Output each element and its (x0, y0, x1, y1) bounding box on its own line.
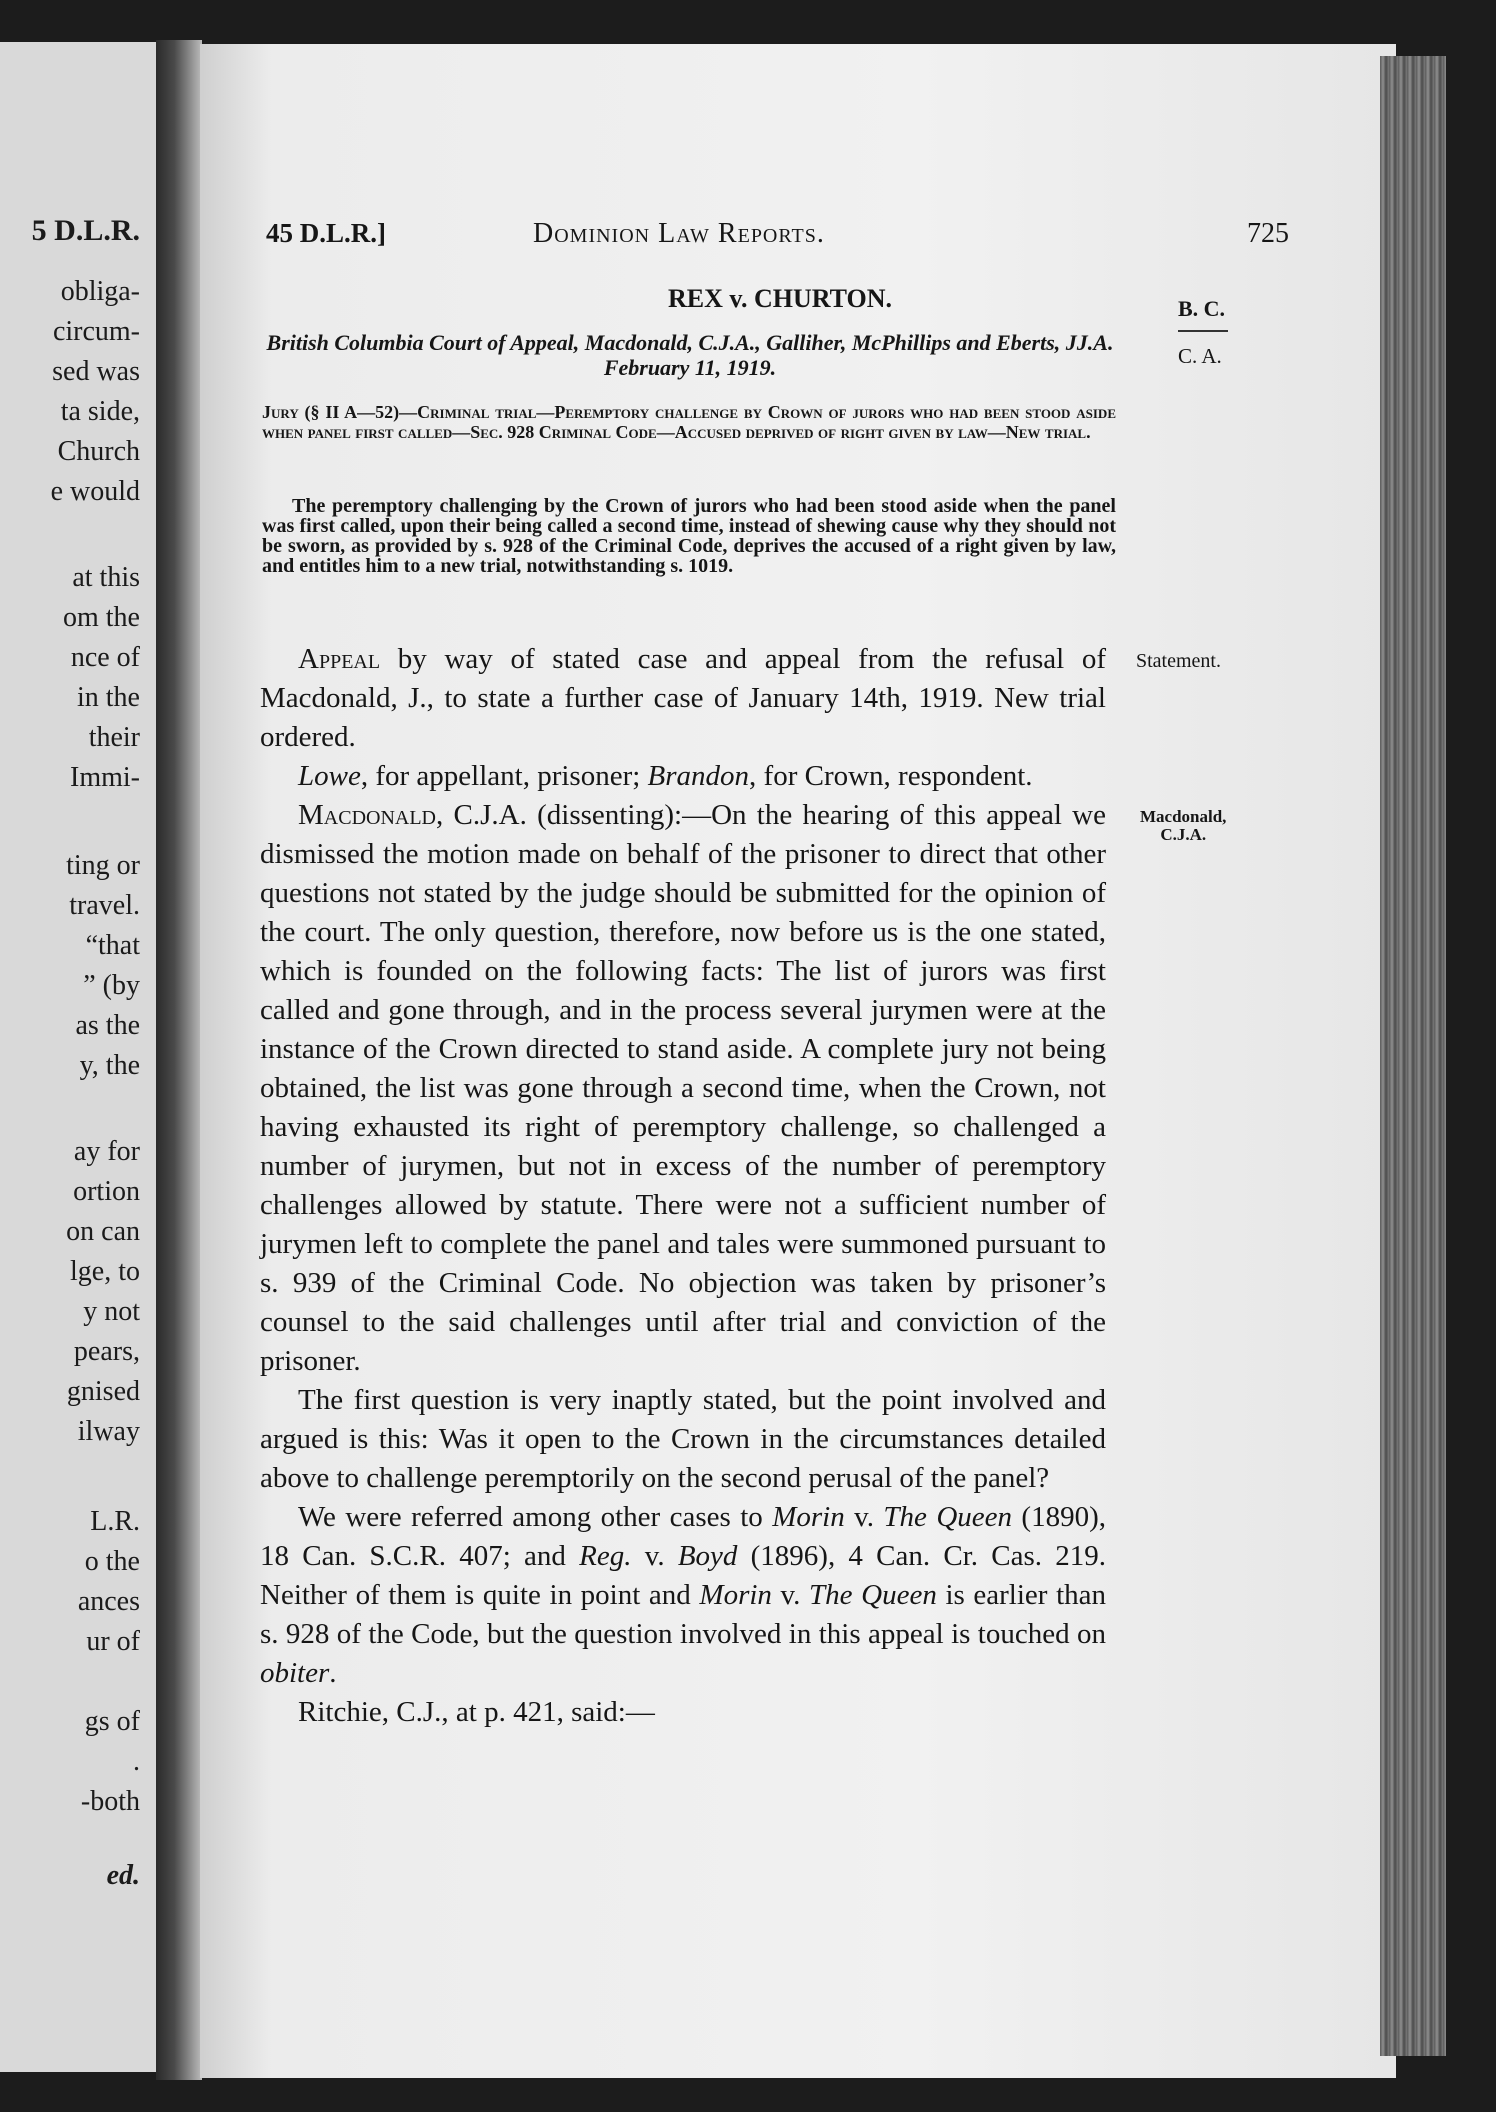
left-page-fragment: ay for (73, 1136, 140, 1167)
case-name: Morin (699, 1579, 772, 1611)
case-name: Reg. (579, 1540, 632, 1572)
left-page-fragment: in the (77, 682, 140, 713)
page-edges (1380, 56, 1446, 2056)
headnote-catchwords: Jury (§ II A—52)—Criminal trial—Peremptory challenge by Crown of jurors who had been stood aside when panel first called—Sec. 928 Criminal Code—Accused deprived of right given by law—New trial. (262, 402, 1116, 442)
lead-word: Appeal (298, 643, 381, 675)
left-page-fragment: . (133, 1746, 140, 1777)
left-page-fragment: gnised (66, 1376, 140, 1407)
case-name: The Queen (809, 1579, 937, 1611)
margin-division: C. A. (1178, 344, 1222, 368)
text-run: v. (631, 1540, 678, 1572)
left-page-fragment: y, the (79, 1050, 140, 1081)
text-run: by way of stated case and appeal from the refusal of Macdonald, J., to state a further case of January 14th, 1919. New trial ordered. (260, 643, 1106, 753)
left-page-header: 5 D.L.R. (31, 214, 140, 247)
latin-term: obiter (260, 1657, 330, 1689)
left-page-fragment: “that (85, 930, 140, 961)
case-name: The Queen (883, 1501, 1013, 1533)
left-page-fragment: their (88, 722, 140, 753)
left-page-fragment: gs of (84, 1706, 140, 1737)
text-run: . (329, 1657, 337, 1689)
left-page-fragment: ur of (86, 1626, 140, 1657)
counsel-name: Brandon (647, 760, 750, 792)
left-page-fragment: ed. (106, 1860, 140, 1891)
left-page-fragment: Immi- (70, 762, 140, 793)
judgment-text (260, 640, 1106, 1732)
left-page-fragment: ” (by (83, 970, 140, 1001)
left-page-fragment: L.R. (90, 1506, 140, 1537)
headnote-summary: The peremptory challenging by the Crown of jurors who had been stood aside when the panel was first called, upon their being called a second time, instead of shewing cause why they should not be sworn, as provided by s. 928 of the Criminal Code, deprives the accused of a right given by law, and entitles him to a new trial, notwithstanding s. 1019. (262, 495, 1116, 577)
running-head-volume: 45 D.L.R.] (266, 218, 386, 248)
margin-statement: Statement. (1136, 650, 1221, 672)
left-page-fragment: ortion (73, 1176, 140, 1207)
text-run: v. (844, 1501, 884, 1533)
case-name: Boyd (677, 1540, 738, 1572)
margin-judge (1140, 808, 1226, 844)
left-page-fragment: obliga- (60, 276, 140, 307)
court-line: British Columbia Court of Appeal, Macdonald, C.J.A., Galliher, McPhillips and Eberts, JJ.A. February 11, 1919. (266, 330, 1114, 380)
paragraph-cases (260, 1498, 1106, 1693)
left-page-fragment: on can (66, 1216, 140, 1247)
left-page-fragment: ta side, (60, 396, 140, 427)
text-run: (1890), 18 Can. S.C.R. 407; and (260, 1501, 1106, 1572)
judge-name: Macdonald (298, 799, 437, 831)
margin-judge-name: Macdonald, (1140, 807, 1227, 826)
margin-court: B. C. (1178, 296, 1226, 321)
left-page-fragment: as the (75, 1010, 140, 1041)
text-run: , C.J.A. (dissenting):—On the hearing of this appeal we dismissed the motion made on behalf of the prisoner to direct that other questions not stated by the judge should be submitted for the opinion of the court. The only question, therefore, now before us is the one stated, which is founded on the following facts: The list of jurors was first called and gone through, and in the process several jurymen were at the instance of the Crown directed to stand aside. A complete jury not being obtained, the list was gone through a second time, when the Crown, not having exhausted its right of peremptory challenge, so challenged a number of jurymen, but not in excess of the number of peremptory challenges allowed by statute. There were not a sufficient number of jurymen left to complete the panel and tales were summoned pursuant to s. 939 of the Criminal Code. No objection was taken by prisoner’s counsel to the said challenges until after trial and conviction of the prisoner. (260, 799, 1106, 1377)
text-run: is earlier than s. 928 of the Code, but the question involved in this appeal is touched on (260, 1579, 1106, 1650)
left-page-fragment: ting or (66, 850, 140, 881)
paragraph-quote-intro: Ritchie, C.J., at p. 421, said:— (298, 1696, 655, 1728)
left-page-fragment: ilway (77, 1416, 140, 1447)
paragraph-judgment (260, 796, 1106, 1381)
book-gutter (156, 40, 202, 2080)
left-page-fragment: y not (83, 1296, 140, 1327)
paragraph-counsel (260, 757, 1106, 796)
paragraph-statement (260, 640, 1106, 757)
left-page-fragment: pears, (73, 1336, 140, 1367)
left-page-fragment: o the (84, 1546, 140, 1577)
counsel-name: Lowe (298, 760, 361, 792)
left-page-fragment: sed was (52, 356, 140, 387)
left-page-fragment: lge, to (70, 1256, 140, 1287)
left-page-fragment: ances (77, 1586, 140, 1617)
left-page-fragment: e would (50, 476, 140, 507)
left-page-fragment: at this (72, 562, 140, 593)
facing-page (0, 42, 156, 2072)
case-title: REX v. CHURTON. (668, 284, 892, 313)
left-page-fragment: circum- (52, 316, 140, 347)
text-run: , for Crown, respondent. (749, 760, 1033, 792)
text-run: We were referred among other cases to (298, 1501, 773, 1533)
left-page-fragment: nce of (70, 642, 140, 673)
left-page-fragment: om the (63, 602, 140, 633)
margin-rule (1178, 330, 1228, 332)
left-page-fragment: -both (80, 1786, 140, 1817)
page-number: 725 (1247, 218, 1289, 249)
text-run: , for appellant, prisoner; (360, 760, 648, 792)
text-run: v. (771, 1579, 810, 1611)
text-run: (1896), 4 Can. Cr. Cas. 219. Neither of them is quite in point and (260, 1540, 1106, 1611)
margin-judge-title: C.J.A. (1160, 825, 1207, 844)
left-page-fragment: Church (57, 436, 140, 467)
case-name: Morin (772, 1501, 845, 1533)
left-page-fragment: travel. (69, 890, 140, 921)
running-head-title: Dominion Law Reports. (533, 218, 825, 249)
paragraph-question: The first question is very inaptly stated, but the point involved and argued is this: Was it open to the Crown in the circumstances detailed above to challenge peremptorily on the second perusal of the panel? (260, 1384, 1106, 1494)
